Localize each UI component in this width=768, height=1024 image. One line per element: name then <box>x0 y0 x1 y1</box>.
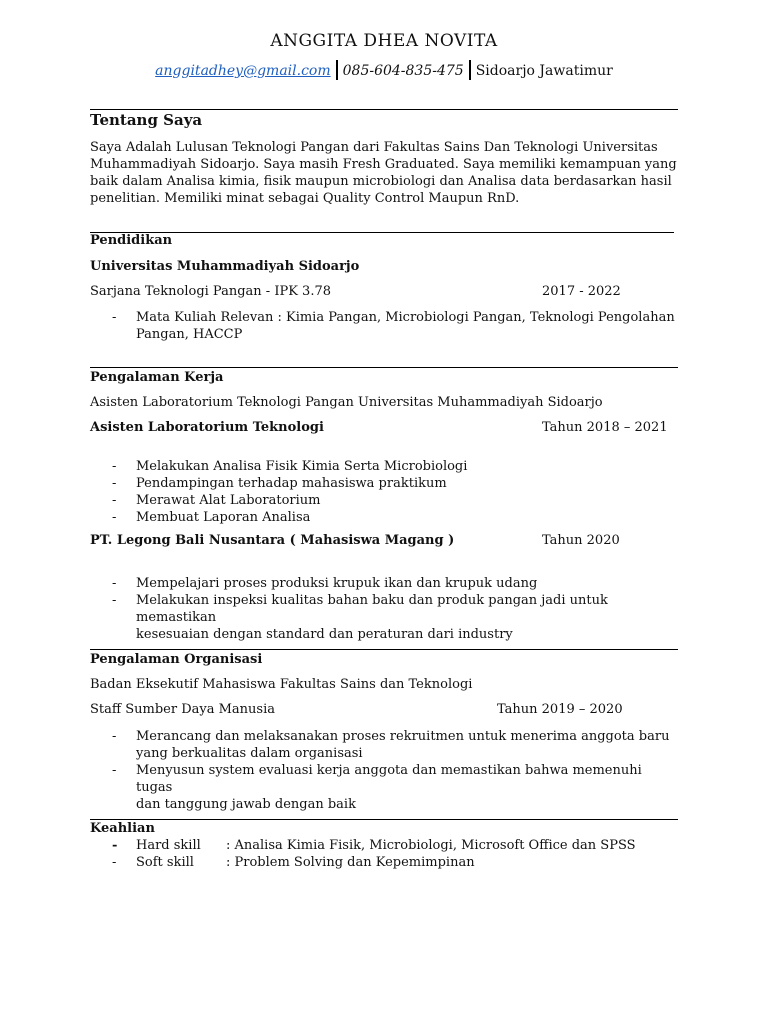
internship-title: PT. Legong Bali Nusantara ( Mahasiswa Magang ) <box>90 533 455 548</box>
skills-heading: Keahlian <box>90 821 155 836</box>
about-line: baik dalam Analisa kimia, fisik maupun microbiologi dan Analisa data berdasarkan hasil <box>90 174 672 189</box>
section-divider <box>90 109 678 110</box>
organization-duty-line: dan tanggung jawab dengan baik <box>136 797 356 812</box>
course-line: Pangan, HACCP <box>136 327 243 342</box>
duty-text: Merawat Alat Laboratorium <box>136 493 321 508</box>
work-place: Asisten Laboratorium Teknologi Pangan Universitas Muhammadiyah Sidoarjo <box>90 395 603 410</box>
bullet-dash: - <box>112 593 117 608</box>
organization-duty-line: Menyusun system evaluasi kerja anggota dan memastikan bahwa memenuhi tugas <box>136 763 642 795</box>
organization-years: Tahun 2019 – 2020 <box>497 702 623 717</box>
about-paragraph <box>90 139 678 207</box>
bullet-dash: - <box>112 459 117 474</box>
bullet-dash: - <box>112 576 117 591</box>
list-item <box>112 492 682 509</box>
organization-name: Badan Eksekutif Mahasiswa Fakultas Sains dan Teknologi <box>90 677 473 692</box>
section-divider <box>90 819 678 820</box>
education-years: 2017 - 2022 <box>542 284 621 299</box>
course-line: Mata Kuliah Relevan : Kimia Pangan, Microbiologi Pangan, Teknologi Pengolahan <box>136 310 675 325</box>
organization-heading: Pengalaman Organisasi <box>90 652 263 667</box>
phone-number: 085-604-835-475 <box>342 63 464 79</box>
list-item <box>112 509 682 526</box>
duty-text: Membuat Laporan Analisa <box>136 510 311 525</box>
email-link[interactable]: anggitadhey@gmail.com <box>155 63 331 79</box>
section-divider <box>90 232 674 233</box>
work-role-years: Tahun 2018 – 2021 <box>542 420 668 435</box>
bullet-dash: - <box>112 855 117 870</box>
section-divider <box>90 649 678 650</box>
internship-years: Tahun 2020 <box>542 533 620 548</box>
list-item <box>112 475 682 492</box>
bullet-dash: - <box>112 729 117 744</box>
about-heading: Tentang Saya <box>90 111 203 129</box>
list-item <box>112 309 682 343</box>
divider <box>469 60 471 80</box>
organization-role: Staff Sumber Daya Manusia <box>90 702 276 717</box>
work-heading: Pengalaman Kerja <box>90 370 224 385</box>
section-divider <box>90 367 678 368</box>
list-item <box>112 728 682 762</box>
duty-text: Melakukan Analisa Fisik Kimia Serta Microbiologi <box>136 459 468 474</box>
skill-value: : Problem Solving dan Kepemimpinan <box>226 855 475 870</box>
location: Sidoarjo Jawatimur <box>475 63 613 79</box>
internship-duty-line: kesesuaian dengan standard dan peraturan dari industry <box>136 627 513 642</box>
bullet-dash: - <box>112 310 117 325</box>
bullet-dash: - <box>112 476 117 491</box>
candidate-name: ANGGITA DHEA NOVITA <box>270 31 498 51</box>
internship-duty: Mempelajari proses produksi krupuk ikan dan krupuk udang <box>136 576 538 591</box>
skill-label: Hard skill <box>136 838 201 853</box>
about-line: Saya Adalah Lulusan Teknologi Pangan dari Fakultas Sains Dan Teknologi Universitas <box>90 140 658 155</box>
bullet-dash: - <box>112 510 117 525</box>
bullet-dash: - <box>112 763 117 778</box>
bullet-dash: - <box>112 493 117 508</box>
institution-name: Universitas Muhammadiyah Sidoarjo <box>90 259 360 274</box>
duty-text: Pendampingan terhadap mahasiswa praktikum <box>136 476 447 491</box>
list-item <box>112 458 682 475</box>
organization-duty-line: yang berkualitas dalam organisasi <box>136 746 363 761</box>
education-heading: Pendidikan <box>90 233 173 248</box>
degree: Sarjana Teknologi Pangan - IPK 3.78 <box>90 284 331 299</box>
list-item <box>112 762 682 813</box>
organization-duty-line: Merancang dan melaksanakan proses rekruitmen untuk menerima anggota baru <box>136 729 670 744</box>
contact-line <box>0 60 768 80</box>
list-item <box>112 592 682 643</box>
internship-duty-line: Melakukan inspeksi kualitas bahan baku dan produk pangan jadi untuk memastikan <box>136 593 608 625</box>
list-item <box>112 575 682 592</box>
bullet-dash: - <box>112 838 118 853</box>
skill-label: Soft skill <box>136 855 194 870</box>
about-line: Muhammadiyah Sidoarjo. Saya masih Fresh Graduated. Saya memiliki kemampuan yang <box>90 157 677 172</box>
about-line: penelitian. Memiliki minat sebagai Quality Control Maupun RnD. <box>90 191 520 206</box>
divider <box>336 60 338 80</box>
skill-value: : Analisa Kimia Fisik, Microbiologi, Microsoft Office dan SPSS <box>226 838 636 853</box>
work-role: Asisten Laboratorium Teknologi <box>90 420 324 435</box>
